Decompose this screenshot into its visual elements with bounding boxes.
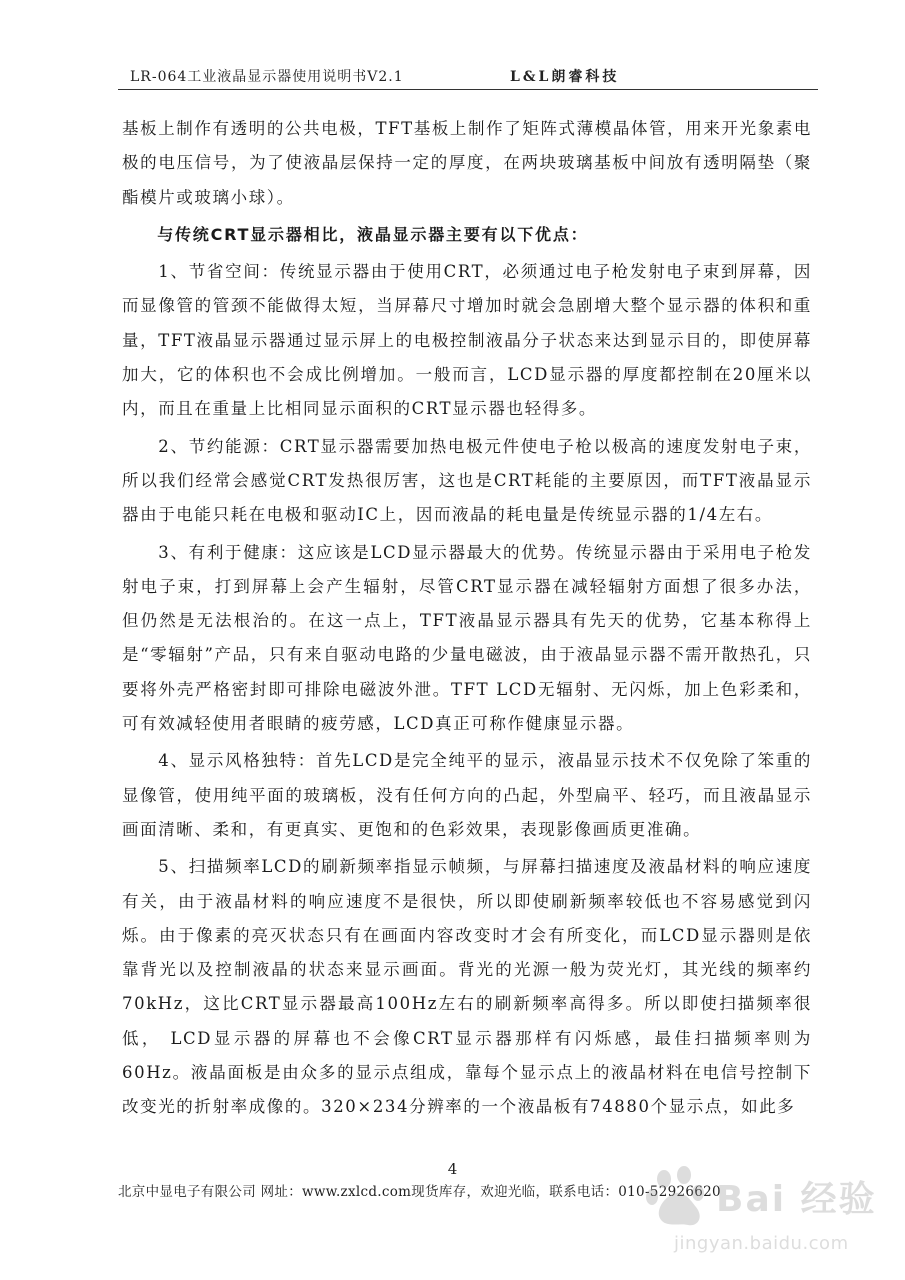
- paragraph-health: 3、有利于健康：这应该是LCD显示器最大的优势。传统显示器由于采用电子枪发射电子束，打到屏幕上会产生辐射，尽管CRT显示器在减轻辐射方面想了很多办法，但仍然是无法根治的。在这一点上，TFT液晶显示器具有先天的优势，它基本称得上是“零辐射”产品，只有来自驱动电路的少量电磁波，由于液晶显示器不需开散热孔，只要将外壳严格密封即可排除电磁波外泄。TFT LCD无辐射、无闪烁，加上色彩柔和，可有效减轻使用者眼睛的疲劳感，LCD真正可称作健康显示器。: [122, 542, 812, 734]
- document-body: [122, 112, 812, 1125]
- baidu-watermark: [636, 1155, 886, 1265]
- watermark-url: jingyan.baidu.com: [674, 1233, 849, 1254]
- page-footer: 北京中显电子有限公司 网址：www.zxlcd.com现货库存，欢迎光临，联系电话：010-52926620: [118, 1184, 721, 1200]
- baidu-paw-icon: [644, 1163, 714, 1233]
- paragraph-intro-continued: 基板上制作有透明的公共电极，TFT基板上制作了矩阵式薄模晶体管，用来开光象素电极的电压信号，为了使液晶层保持一定的厚度，在两块玻璃基板中间放有透明隔垫（聚酯模片或玻璃小球）。: [122, 119, 812, 207]
- paragraph-scan-frequency: 5、扫描频率LCD的刷新频率指显示帧频，与屏幕扫描速度及液晶材料的响应速度有关，由于液晶材料的响应速度不是很快，所以即使刷新频率较低也不容易感觉到闪烁。由于像素的亮灭状态只有在画面内容改变时才会有所变化，而LCD显示器则是依靠背光以及控制液晶的状态来显示画面。背光的光源一般为荧光灯，其光线的频率约70kHz，这比CRT显示器最高100Hz左右的刷新频率高得多。所以即使扫描频率很低， LCD显示器的屏幕也不会像CRT显示器那样有闪烁感，最佳扫描频率则为60Hz。液晶面板是由众多的显示点组成，靠每个显示点上的液晶材料在电信号控制下改变光的折射率成像的。320×234分辨率的一个液晶板有74880个显示点，如此多: [122, 857, 812, 1117]
- paragraph-display-style: 4、显示风格独特：首先LCD是完全纯平的显示，液晶显示技术不仅免除了笨重的显像管，使用纯平面的玻璃板，没有任何方向的凸起，外型扁平、轻巧，而且液晶显示画面清晰、柔和，有更真实、更饱和的色彩效果，表现影像画质更准确。: [122, 751, 812, 839]
- document-title: LR-064工业液晶显示器使用说明书V2.1: [130, 69, 404, 85]
- section-heading: 与传统CRT显示器相比，液晶显示器主要有以下优点：: [157, 224, 589, 244]
- watermark-brand: Bai 经验: [716, 1179, 877, 1220]
- page-number: 4: [447, 1160, 458, 1178]
- page-header: [118, 62, 818, 88]
- header-divider: [118, 89, 818, 90]
- company-name: L&L朗睿科技: [510, 69, 620, 85]
- paragraph-energy-saving: 2、节约能源：CRT显示器需要加热电极元件使电子枪以极高的速度发射电子束，所以我们经常会感觉CRT发热很厉害，这也是CRT耗能的主要原因，而TFT液晶显示器由于电能只耗在电极和驱动IC上，因而液晶的耗电量是传统显示器的1/4左右。: [122, 436, 812, 525]
- paragraph-space-saving: 1、节省空间：传统显示器由于使用CRT，必须通过电子枪发射电子束到屏幕，因而显像管的管颈不能做得太短，当屏幕尺寸增加时就会急剧增大整个显示器的体积和重量，TFT液晶显示器通过显示屏上的电极控制液晶分子状态来达到显示目的，即使屏幕加大，它的体积也不会成比例增加。一般而言，LCD显示器的厚度都控制在20厘米以内，而且在重量上比相同显示面积的CRT显示器也轻得多。: [122, 262, 812, 419]
